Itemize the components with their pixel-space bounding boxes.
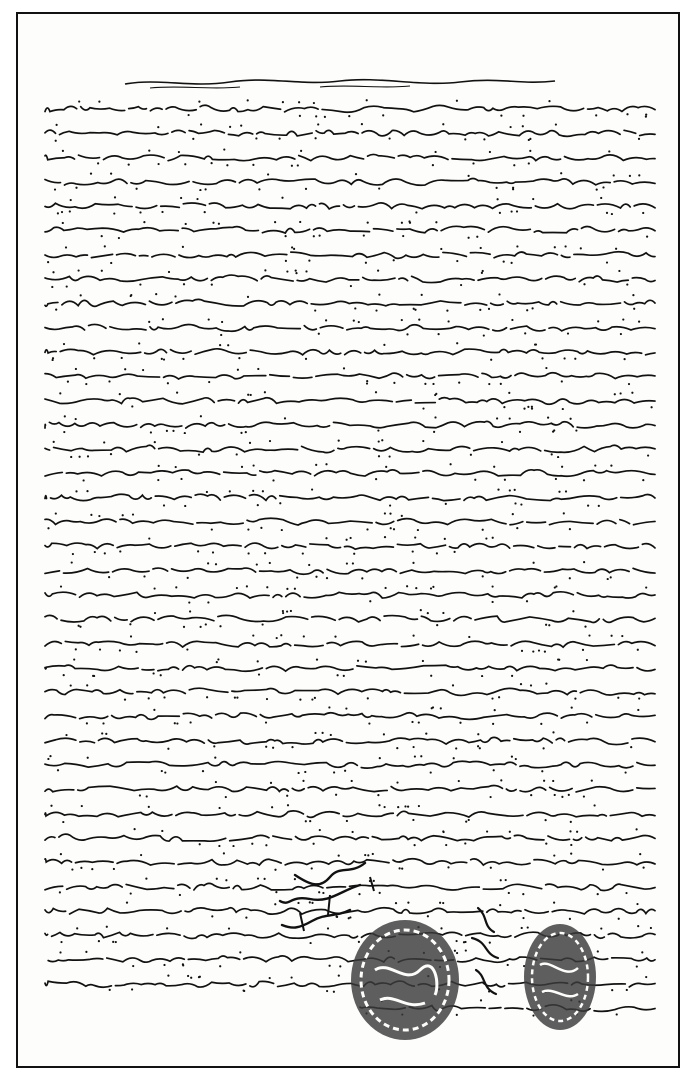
text-line: [40, 608, 660, 628]
text-line: [40, 633, 660, 653]
text-line: [40, 268, 660, 288]
text-line: [40, 244, 660, 264]
text-line: [40, 657, 660, 677]
heading-line: [120, 72, 560, 92]
text-line: [40, 195, 660, 215]
text-line: [40, 730, 660, 750]
text-line: [40, 511, 660, 531]
text-line: [40, 487, 660, 507]
text-line: [40, 754, 660, 774]
text-line: [40, 122, 660, 142]
text-line: [40, 438, 660, 458]
text-line: [40, 317, 660, 337]
text-line: [40, 778, 660, 798]
text-line: [40, 219, 660, 239]
handwritten-note: [458, 898, 518, 1008]
text-line: [40, 584, 660, 604]
seal-stamp-right: [520, 920, 600, 1035]
text-line: [40, 414, 660, 434]
text-line: [40, 341, 660, 361]
text-line: [40, 705, 660, 725]
text-line: [40, 147, 660, 167]
text-line: [40, 390, 660, 410]
seal-stamp-left: [345, 915, 465, 1045]
text-line: [40, 171, 660, 191]
text-line: [40, 535, 660, 555]
text-line: [40, 827, 660, 847]
text-line: [40, 292, 660, 312]
text-line: [40, 98, 660, 118]
text-line: [40, 462, 660, 482]
text-line: [40, 803, 660, 823]
text-line: [40, 560, 660, 580]
text-line: [40, 681, 660, 701]
text-line: [40, 365, 660, 385]
